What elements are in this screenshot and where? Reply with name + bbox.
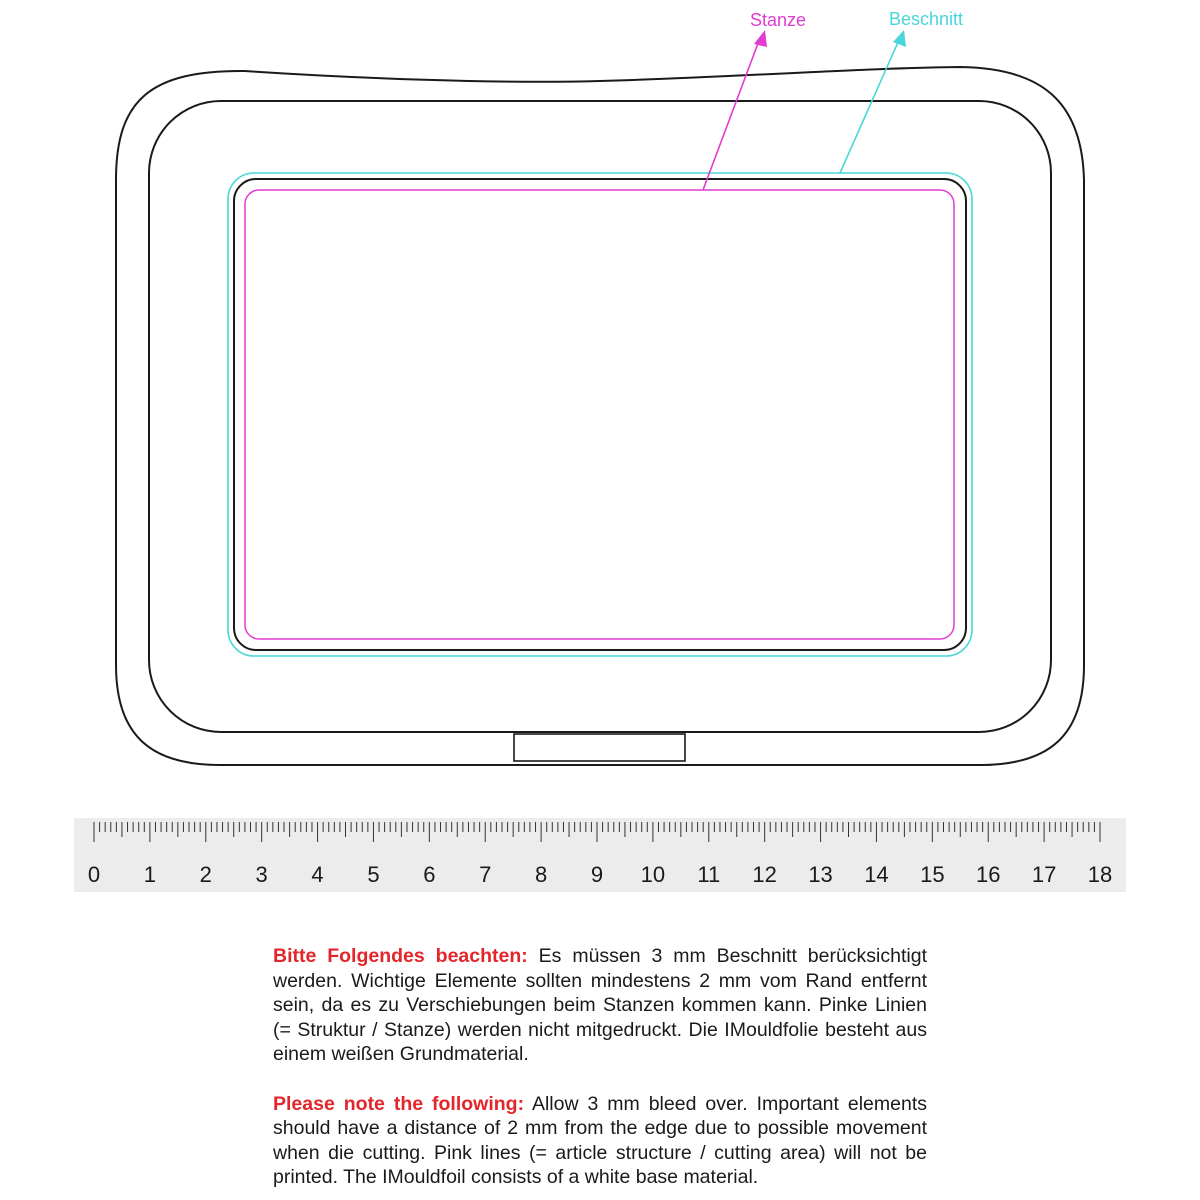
ruler-label: 17 — [1031, 862, 1057, 887]
ruler-label: 12 — [752, 862, 777, 887]
ruler-label: 4 — [311, 862, 324, 887]
ruler-label: 9 — [590, 862, 604, 887]
note-german — [273, 944, 927, 1067]
box-outer-outline — [116, 67, 1084, 765]
insert-frame-outline — [234, 179, 966, 650]
beschnitt-label: Beschnitt — [889, 9, 964, 29]
stanze-label: Stanze — [750, 10, 807, 30]
stanze-callout-arrow — [703, 30, 767, 190]
ruler-label: 11 — [697, 862, 721, 887]
note-german-text: Es müssen 3 mm Beschnitt berücksichtigt werden. Wichtige Elemente sollten mindestens 2 mm vom Rand entfernt sein, da es zu Verschiebungen beim Stanzen kommen kann. Pinke Linien (= Struktur / Stanze) werden nicht mitgedruckt. Die IMouldfolie besteht aus einem weißen Grundmaterial. — [273, 945, 927, 1065]
ruler-label: 2 — [199, 862, 212, 887]
print-notes — [273, 944, 927, 1190]
note-english-text: Allow 3 mm bleed over. Important elements should have a distance of 2 mm from the edge due to possible movement when die cutting. Pink lines (= article structure / cutting area) will not be printed. The IMouldfoil consists of a white base material. — [273, 1092, 927, 1188]
ruler-label: 5 — [367, 862, 380, 887]
ruler-label: 6 — [423, 862, 436, 887]
stanze-line — [245, 190, 954, 639]
ruler-label: 18 — [1087, 862, 1113, 887]
ruler-label: 14 — [864, 862, 889, 887]
lid-inner-outline — [149, 101, 1051, 732]
ruler-label: 10 — [640, 862, 666, 887]
ruler-label: 0 — [87, 862, 101, 887]
ruler-label: 3 — [255, 862, 268, 887]
ruler-label: 16 — [975, 862, 1001, 887]
note-german-lead: Bitte Folgendes beachten: — [273, 945, 528, 967]
ruler-label: 7 — [479, 862, 492, 887]
ruler-label: 8 — [534, 862, 548, 887]
ruler-label: 1 — [143, 862, 157, 887]
ruler-label: 13 — [808, 862, 833, 887]
centimeter-ruler — [74, 818, 1126, 892]
beschnitt-line — [228, 173, 972, 656]
ruler-label: 15 — [920, 862, 945, 887]
note-english — [273, 1092, 927, 1190]
note-english-lead: Please note the following: — [273, 1092, 525, 1115]
latch-clip — [514, 734, 685, 761]
